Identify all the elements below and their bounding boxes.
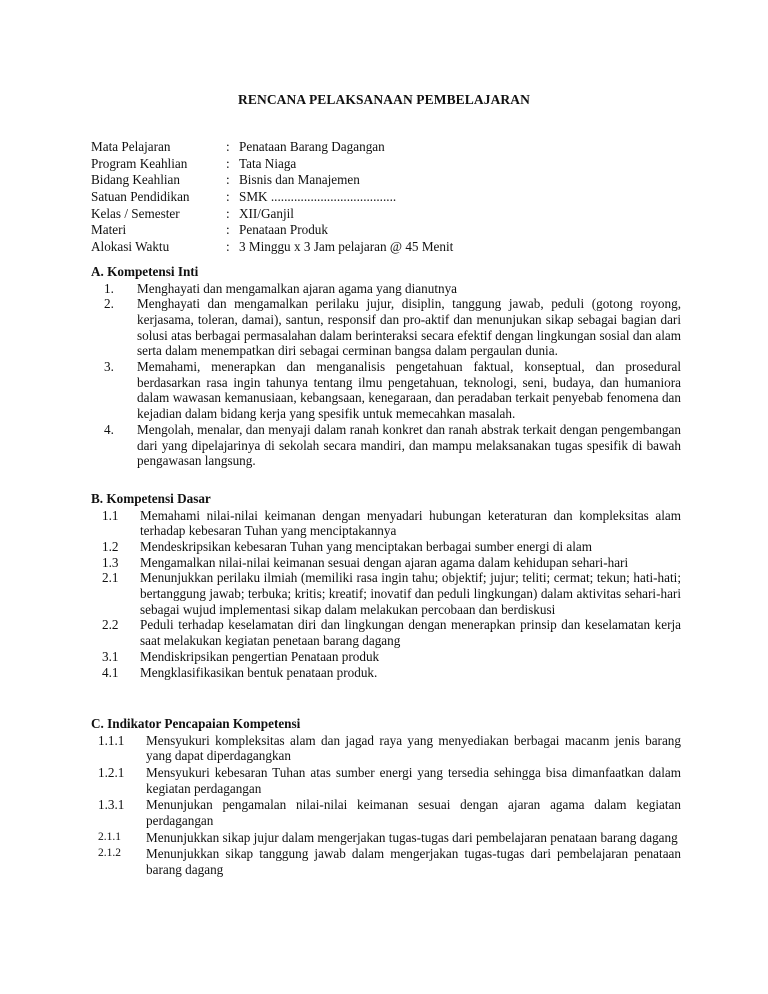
meta-colon: : <box>226 139 230 154</box>
list-item <box>104 296 681 359</box>
item-number: 3.1 <box>102 648 119 664</box>
meta-row <box>91 156 691 173</box>
section-indikator <box>91 716 681 879</box>
item-text: Mengklasifikasikan bentuk penataan produk. <box>140 664 378 680</box>
item-number: 1.1.1 <box>98 732 125 748</box>
list-item <box>98 846 681 877</box>
meta-label: Kelas / Semester <box>91 205 180 221</box>
meta-colon: : <box>226 189 230 205</box>
item-number: 1.3.1 <box>98 797 125 813</box>
item-text: Menunjukan pengamalan nilai-nilai keimanan sesuai dengan ajaran agama dalam kegiatan perdagangan <box>146 797 681 829</box>
item-number: 1. <box>104 280 114 296</box>
item-text: Menunjukkan sikap jujur dalam mengerjakan tugas-tugas dari pembelajaran penataan barang dagang <box>146 829 678 845</box>
meta-label: Program Keahlian <box>91 155 188 171</box>
list-item <box>102 665 681 681</box>
item-text: Peduli terhadap keselamatan diri dan lingkungan dengan menerapkan prinsip dan keselamatan kerja saat melakukan kegiatan penetaan barang dagang <box>140 617 681 649</box>
item-number: 1.1 <box>102 507 119 523</box>
meta-label: Alokasi Waktu <box>91 239 170 255</box>
meta-colon: : <box>226 172 230 188</box>
item-number: 1.2 <box>102 538 119 554</box>
item-number: 2.1 <box>102 570 119 586</box>
item-number: 2.1.2 <box>98 847 121 860</box>
section-kompetensi-inti <box>91 264 681 469</box>
meta-colon: : <box>226 222 230 238</box>
meta-value: Penataan Produk <box>239 222 328 238</box>
meta-colon: : <box>226 205 230 221</box>
meta-row <box>91 172 691 189</box>
section-kompetensi-dasar <box>91 491 681 680</box>
item-number: 3. <box>104 359 114 375</box>
list-item <box>98 830 681 846</box>
meta-row <box>91 189 691 206</box>
meta-value: Bisnis dan Manajemen <box>239 172 360 188</box>
item-number: 1.3 <box>102 554 119 570</box>
list-item <box>102 649 681 665</box>
item-text: Menunjukkan sikap tanggung jawab dalam mengerjakan tugas-tugas dari pembelajaran penataan barang dagang <box>146 846 681 878</box>
meta-value: SMK ...................................... <box>239 189 397 205</box>
item-number: 4. <box>104 421 114 437</box>
meta-value: Tata Niaga <box>239 155 297 171</box>
item-text: Mengolah, menalar, dan menyaji dalam ranah konkret dan ranah abstrak terkait dengan pengembangan dari yang dipelajarinya di sekolah secara mandiri, dan mampu melaksanakan tugas spesifik di bawah pengawasan langsung. <box>137 421 681 469</box>
item-text: Memahami nilai-nilai keimanan dengan menyadari hubungan keteraturan dan kompleksitas alam terhadap kebesaran Tuhan yang menciptakannya <box>140 507 681 539</box>
section-title: B. Kompetensi Dasar <box>91 491 211 506</box>
list-item <box>98 733 681 764</box>
item-text: Mendeskripsikan kebesaran Tuhan yang menciptakan berbagai sumber energi di alam <box>140 538 593 554</box>
document-title: RENCANA PELAKSANAAN PEMBELAJARAN <box>238 92 530 107</box>
section-title: A. Kompetensi Inti <box>91 264 199 279</box>
meta-label: Bidang Keahlian <box>91 172 180 188</box>
meta-row <box>91 239 691 256</box>
list-item <box>102 508 681 539</box>
list-item <box>102 617 681 648</box>
meta-label: Mata Pelajaran <box>91 139 171 154</box>
list-item <box>102 555 681 571</box>
list-item <box>102 570 681 617</box>
meta-row <box>91 222 691 239</box>
item-number: 4.1 <box>102 664 119 680</box>
meta-value: Penataan Barang Dagangan <box>239 139 385 154</box>
meta-label: Satuan Pendidikan <box>91 189 190 205</box>
section-title: C. Indikator Pencapaian Kompetensi <box>91 716 301 731</box>
list-item <box>102 539 681 555</box>
meta-value: XII/Ganjil <box>239 205 294 221</box>
item-text: Mensyukuri kebesaran Tuhan atas sumber energi yang tersedia sehingga bisa dimanfaatkan dalam kegiatan perdagangan <box>146 764 681 796</box>
item-text: Menunjukkan perilaku ilmiah (memiliki rasa ingin tahu; objektif; jujur; teliti; cermat; tekun; hati-hati; bertanggung jawab; terbuka; kritis; kreatif; inovatif dan peduli lingkungan) dalam aktivitas sehari-hari sebagai wujud implementasi sikap dalam melakukan percobaan dan berdiskusi <box>140 570 681 617</box>
list-item <box>104 422 681 469</box>
item-text: Menghayati dan mengamalkan perilaku jujur, disiplin, tanggung jawab, peduli (gotong royong, kerjasama, toleran, damai), santun, responsif dan pro-aktif dan menunjukan sikap sebagai bagian dari solusi atas berbagai permasalahan dalam berinteraksi secara efektif dengan lingkungan sosial dan alam serta dalam menempatkan diri sebagai cerminan bangsa dalam pergaulan dunia. <box>137 296 681 359</box>
item-number: 1.2.1 <box>98 764 125 780</box>
identity-table <box>91 139 691 256</box>
item-text: Mendiskripsikan pengertian Penataan produk <box>140 648 380 664</box>
list-item <box>98 797 681 828</box>
item-number: 2.1.1 <box>98 830 121 843</box>
meta-value: 3 Minggu x 3 Jam pelajaran @ 45 Menit <box>239 239 454 255</box>
meta-colon: : <box>226 155 230 171</box>
meta-row <box>91 206 691 223</box>
list-item <box>104 281 681 297</box>
list-item <box>104 359 681 422</box>
meta-colon: : <box>226 239 230 255</box>
meta-label: Materi <box>91 222 127 238</box>
item-number: 2. <box>104 296 114 312</box>
item-number: 2.2 <box>102 617 119 633</box>
item-text: Memahami, menerapkan dan menganalisis pengetahuan faktual, konseptual, dan prosedural berdasarkan rasa ingin tahunya tentang ilmu pengetahuan, teknologi, seni, budaya, dan humaniora dalam wawasan kemanusiaan, kebangsaan, kenegaraan, dan peradaban terkait penyebab fenomena dan kejadian dalam bidang kerja yang spesifik untuk memecahkan masalah. <box>137 359 681 422</box>
list-item <box>98 765 681 796</box>
meta-row <box>91 139 691 156</box>
item-text: Mensyukuri kompleksitas alam dan jagad raya yang menyediakan berbagai macanm jenis barang yang dapat diperdagangkan <box>146 732 681 764</box>
item-text: Mengamalkan nilai-nilai keimanan sesuai dengan ajaran agama dalam kehidupan sehari-hari <box>140 554 629 570</box>
item-text: Menghayati dan mengamalkan ajaran agama yang dianutnya <box>137 280 458 296</box>
